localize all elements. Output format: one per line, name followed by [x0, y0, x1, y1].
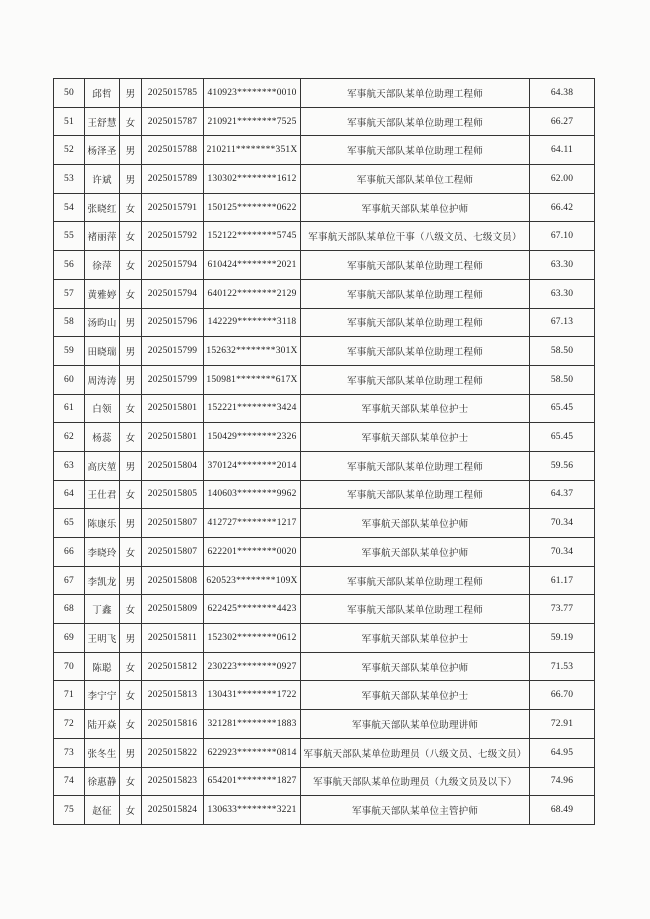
table-row — [54, 796, 595, 825]
cell-id_number: 130633********3221 — [204, 796, 301, 825]
table-row — [54, 451, 595, 480]
cell-no: 51 — [54, 107, 85, 136]
cell-position: 军事航天部队某单位助理员（八级文员、七级文员） — [301, 738, 530, 767]
cell-position: 军事航天部队某单位干事（八级文员、七级文员） — [301, 222, 530, 251]
cell-score: 72.91 — [530, 710, 595, 739]
cell-id_number: 150429********2326 — [204, 423, 301, 452]
cell-no: 56 — [54, 251, 85, 280]
cell-no: 59 — [54, 337, 85, 366]
cell-position: 军事航天部队某单位助理工程师 — [301, 595, 530, 624]
cell-exam_no: 2025015796 — [142, 308, 204, 337]
cell-position: 军事航天部队某单位护师 — [301, 509, 530, 538]
cell-gender: 女 — [120, 107, 142, 136]
cell-name: 白领 — [85, 394, 120, 423]
cell-gender: 男 — [120, 624, 142, 653]
cell-position: 军事航天部队某单位助理工程师 — [301, 251, 530, 280]
table-row — [54, 538, 595, 567]
cell-name: 徐萍 — [85, 251, 120, 280]
cell-no: 60 — [54, 365, 85, 394]
cell-no: 74 — [54, 767, 85, 796]
cell-no: 69 — [54, 624, 85, 653]
cell-id_number: 321281********1883 — [204, 710, 301, 739]
cell-exam_no: 2025015808 — [142, 566, 204, 595]
cell-exam_no: 2025015788 — [142, 136, 204, 165]
table-row — [54, 365, 595, 394]
cell-position: 军事航天部队某单位助理讲师 — [301, 710, 530, 739]
cell-gender: 女 — [120, 767, 142, 796]
cell-score: 70.34 — [530, 538, 595, 567]
table-row — [54, 652, 595, 681]
cell-position: 军事航天部队某单位助理工程师 — [301, 480, 530, 509]
cell-gender: 男 — [120, 509, 142, 538]
cell-gender: 女 — [120, 423, 142, 452]
cell-name: 李宁宁 — [85, 681, 120, 710]
cell-score: 66.27 — [530, 107, 595, 136]
cell-exam_no: 2025015816 — [142, 710, 204, 739]
cell-position: 军事航天部队某单位助理工程师 — [301, 279, 530, 308]
cell-id_number: 210921********7525 — [204, 107, 301, 136]
table-row — [54, 681, 595, 710]
cell-score: 64.11 — [530, 136, 595, 165]
table-row — [54, 337, 595, 366]
cell-no: 67 — [54, 566, 85, 595]
cell-exam_no: 2025015823 — [142, 767, 204, 796]
cell-no: 62 — [54, 423, 85, 452]
cell-position: 军事航天部队某单位护士 — [301, 624, 530, 653]
cell-exam_no: 2025015787 — [142, 107, 204, 136]
cell-gender: 女 — [120, 394, 142, 423]
cell-score: 74.96 — [530, 767, 595, 796]
cell-id_number: 640122********2129 — [204, 279, 301, 308]
cell-score: 64.95 — [530, 738, 595, 767]
cell-gender: 女 — [120, 251, 142, 280]
cell-id_number: 654201********1827 — [204, 767, 301, 796]
table-row — [54, 165, 595, 194]
cell-position: 军事航天部队某单位护师 — [301, 193, 530, 222]
cell-id_number: 620523********109X — [204, 566, 301, 595]
cell-gender: 男 — [120, 738, 142, 767]
cell-no: 54 — [54, 193, 85, 222]
cell-name: 张晓红 — [85, 193, 120, 222]
table-row — [54, 107, 595, 136]
cell-no: 65 — [54, 509, 85, 538]
cell-exam_no: 2025015799 — [142, 337, 204, 366]
cell-no: 52 — [54, 136, 85, 165]
cell-score: 59.19 — [530, 624, 595, 653]
cell-exam_no: 2025015812 — [142, 652, 204, 681]
cell-exam_no: 2025015801 — [142, 394, 204, 423]
cell-id_number: 412727********1217 — [204, 509, 301, 538]
table-row — [54, 566, 595, 595]
cell-no: 73 — [54, 738, 85, 767]
cell-gender: 女 — [120, 710, 142, 739]
cell-id_number: 230223********0927 — [204, 652, 301, 681]
table-row — [54, 738, 595, 767]
cell-id_number: 150125********0622 — [204, 193, 301, 222]
cell-name: 许斌 — [85, 165, 120, 194]
cell-score: 66.70 — [530, 681, 595, 710]
cell-gender: 女 — [120, 595, 142, 624]
cell-no: 64 — [54, 480, 85, 509]
cell-id_number: 622425********4423 — [204, 595, 301, 624]
cell-name: 陈康乐 — [85, 509, 120, 538]
cell-name: 田晓瑞 — [85, 337, 120, 366]
cell-name: 陆开焱 — [85, 710, 120, 739]
cell-gender: 女 — [120, 681, 142, 710]
cell-name: 张冬生 — [85, 738, 120, 767]
cell-exam_no: 2025015805 — [142, 480, 204, 509]
cell-exam_no: 2025015799 — [142, 365, 204, 394]
cell-score: 70.34 — [530, 509, 595, 538]
cell-gender: 男 — [120, 308, 142, 337]
cell-name: 丁鑫 — [85, 595, 120, 624]
cell-gender: 男 — [120, 566, 142, 595]
cell-no: 66 — [54, 538, 85, 567]
candidate-results-table — [53, 78, 595, 825]
cell-gender: 男 — [120, 451, 142, 480]
cell-no: 72 — [54, 710, 85, 739]
cell-score: 65.45 — [530, 394, 595, 423]
cell-position: 军事航天部队某单位护师 — [301, 538, 530, 567]
cell-gender: 女 — [120, 480, 142, 509]
table-row — [54, 136, 595, 165]
table-row — [54, 222, 595, 251]
cell-gender: 女 — [120, 652, 142, 681]
cell-name: 邱哲 — [85, 79, 120, 108]
cell-exam_no: 2025015789 — [142, 165, 204, 194]
table-row — [54, 79, 595, 108]
cell-score: 64.38 — [530, 79, 595, 108]
cell-position: 军事航天部队某单位助理工程师 — [301, 107, 530, 136]
cell-position: 军事航天部队某单位护师 — [301, 652, 530, 681]
cell-gender: 男 — [120, 79, 142, 108]
cell-name: 杨蕊 — [85, 423, 120, 452]
cell-no: 58 — [54, 308, 85, 337]
cell-name: 陈聪 — [85, 652, 120, 681]
cell-id_number: 152632********301X — [204, 337, 301, 366]
table-row — [54, 308, 595, 337]
cell-gender: 女 — [120, 796, 142, 825]
cell-score: 66.42 — [530, 193, 595, 222]
table-row — [54, 595, 595, 624]
cell-position: 军事航天部队某单位助理工程师 — [301, 337, 530, 366]
cell-exam_no: 2025015807 — [142, 509, 204, 538]
cell-position: 军事航天部队某单位助理员（九级文员及以下） — [301, 767, 530, 796]
cell-exam_no: 2025015791 — [142, 193, 204, 222]
cell-score: 64.37 — [530, 480, 595, 509]
cell-gender: 男 — [120, 136, 142, 165]
table-row — [54, 624, 595, 653]
cell-score: 67.13 — [530, 308, 595, 337]
cell-id_number: 130431********1722 — [204, 681, 301, 710]
cell-name: 杨泽圣 — [85, 136, 120, 165]
cell-no: 68 — [54, 595, 85, 624]
cell-gender: 女 — [120, 222, 142, 251]
cell-name: 汤昀山 — [85, 308, 120, 337]
cell-name: 赵征 — [85, 796, 120, 825]
cell-no: 75 — [54, 796, 85, 825]
cell-id_number: 210211********351X — [204, 136, 301, 165]
cell-gender: 女 — [120, 538, 142, 567]
cell-id_number: 150981********617X — [204, 365, 301, 394]
cell-no: 57 — [54, 279, 85, 308]
cell-name: 高庆堃 — [85, 451, 120, 480]
cell-exam_no: 2025015785 — [142, 79, 204, 108]
cell-no: 71 — [54, 681, 85, 710]
cell-exam_no: 2025015794 — [142, 279, 204, 308]
table-row — [54, 193, 595, 222]
table-row — [54, 480, 595, 509]
cell-id_number: 622201********0020 — [204, 538, 301, 567]
cell-id_number: 622923********0814 — [204, 738, 301, 767]
cell-id_number: 140603********9962 — [204, 480, 301, 509]
cell-exam_no: 2025015824 — [142, 796, 204, 825]
cell-score: 71.53 — [530, 652, 595, 681]
cell-id_number: 410923********0010 — [204, 79, 301, 108]
cell-exam_no: 2025015792 — [142, 222, 204, 251]
cell-exam_no: 2025015794 — [142, 251, 204, 280]
cell-no: 50 — [54, 79, 85, 108]
cell-name: 王仕君 — [85, 480, 120, 509]
cell-score: 67.10 — [530, 222, 595, 251]
table-row — [54, 509, 595, 538]
cell-exam_no: 2025015822 — [142, 738, 204, 767]
cell-id_number: 142229********3118 — [204, 308, 301, 337]
cell-score: 63.30 — [530, 251, 595, 280]
cell-position: 军事航天部队某单位助理工程师 — [301, 136, 530, 165]
cell-exam_no: 2025015801 — [142, 423, 204, 452]
cell-no: 70 — [54, 652, 85, 681]
cell-score: 61.17 — [530, 566, 595, 595]
cell-position: 军事航天部队某单位助理工程师 — [301, 451, 530, 480]
cell-exam_no: 2025015804 — [142, 451, 204, 480]
cell-gender: 女 — [120, 279, 142, 308]
cell-position: 军事航天部队某单位助理工程师 — [301, 566, 530, 595]
cell-score: 59.56 — [530, 451, 595, 480]
cell-exam_no: 2025015809 — [142, 595, 204, 624]
cell-score: 73.77 — [530, 595, 595, 624]
cell-position: 军事航天部队某单位护士 — [301, 681, 530, 710]
table-row — [54, 251, 595, 280]
cell-gender: 男 — [120, 337, 142, 366]
cell-score: 58.50 — [530, 337, 595, 366]
cell-no: 53 — [54, 165, 85, 194]
table-row — [54, 279, 595, 308]
cell-score: 63.30 — [530, 279, 595, 308]
cell-name: 王明飞 — [85, 624, 120, 653]
cell-id_number: 370124********2014 — [204, 451, 301, 480]
cell-no: 63 — [54, 451, 85, 480]
table-row — [54, 423, 595, 452]
cell-exam_no: 2025015811 — [142, 624, 204, 653]
cell-name: 黄雅婷 — [85, 279, 120, 308]
cell-gender: 男 — [120, 165, 142, 194]
cell-name: 王舒慧 — [85, 107, 120, 136]
cell-position: 军事航天部队某单位助理工程师 — [301, 79, 530, 108]
cell-position: 军事航天部队某单位助理工程师 — [301, 308, 530, 337]
cell-score: 62.00 — [530, 165, 595, 194]
cell-position: 军事航天部队某单位助理工程师 — [301, 365, 530, 394]
cell-name: 褚丽萍 — [85, 222, 120, 251]
cell-position: 军事航天部队某单位护士 — [301, 423, 530, 452]
table-row — [54, 767, 595, 796]
cell-id_number: 610424********2021 — [204, 251, 301, 280]
cell-score: 58.50 — [530, 365, 595, 394]
cell-name: 周涛涛 — [85, 365, 120, 394]
cell-score: 65.45 — [530, 423, 595, 452]
cell-name: 李晓玲 — [85, 538, 120, 567]
cell-position: 军事航天部队某单位护士 — [301, 394, 530, 423]
cell-position: 军事航天部队某单位主管护师 — [301, 796, 530, 825]
cell-exam_no: 2025015807 — [142, 538, 204, 567]
cell-id_number: 152221********3424 — [204, 394, 301, 423]
cell-id_number: 130302********1612 — [204, 165, 301, 194]
cell-id_number: 152302********0612 — [204, 624, 301, 653]
cell-gender: 女 — [120, 193, 142, 222]
cell-no: 61 — [54, 394, 85, 423]
cell-name: 徐惠静 — [85, 767, 120, 796]
table-row — [54, 710, 595, 739]
table-body — [54, 79, 595, 825]
cell-exam_no: 2025015813 — [142, 681, 204, 710]
cell-gender: 男 — [120, 365, 142, 394]
cell-name: 李凯龙 — [85, 566, 120, 595]
cell-no: 55 — [54, 222, 85, 251]
cell-id_number: 152122********5745 — [204, 222, 301, 251]
cell-score: 68.49 — [530, 796, 595, 825]
table-row — [54, 394, 595, 423]
cell-position: 军事航天部队某单位工程师 — [301, 165, 530, 194]
